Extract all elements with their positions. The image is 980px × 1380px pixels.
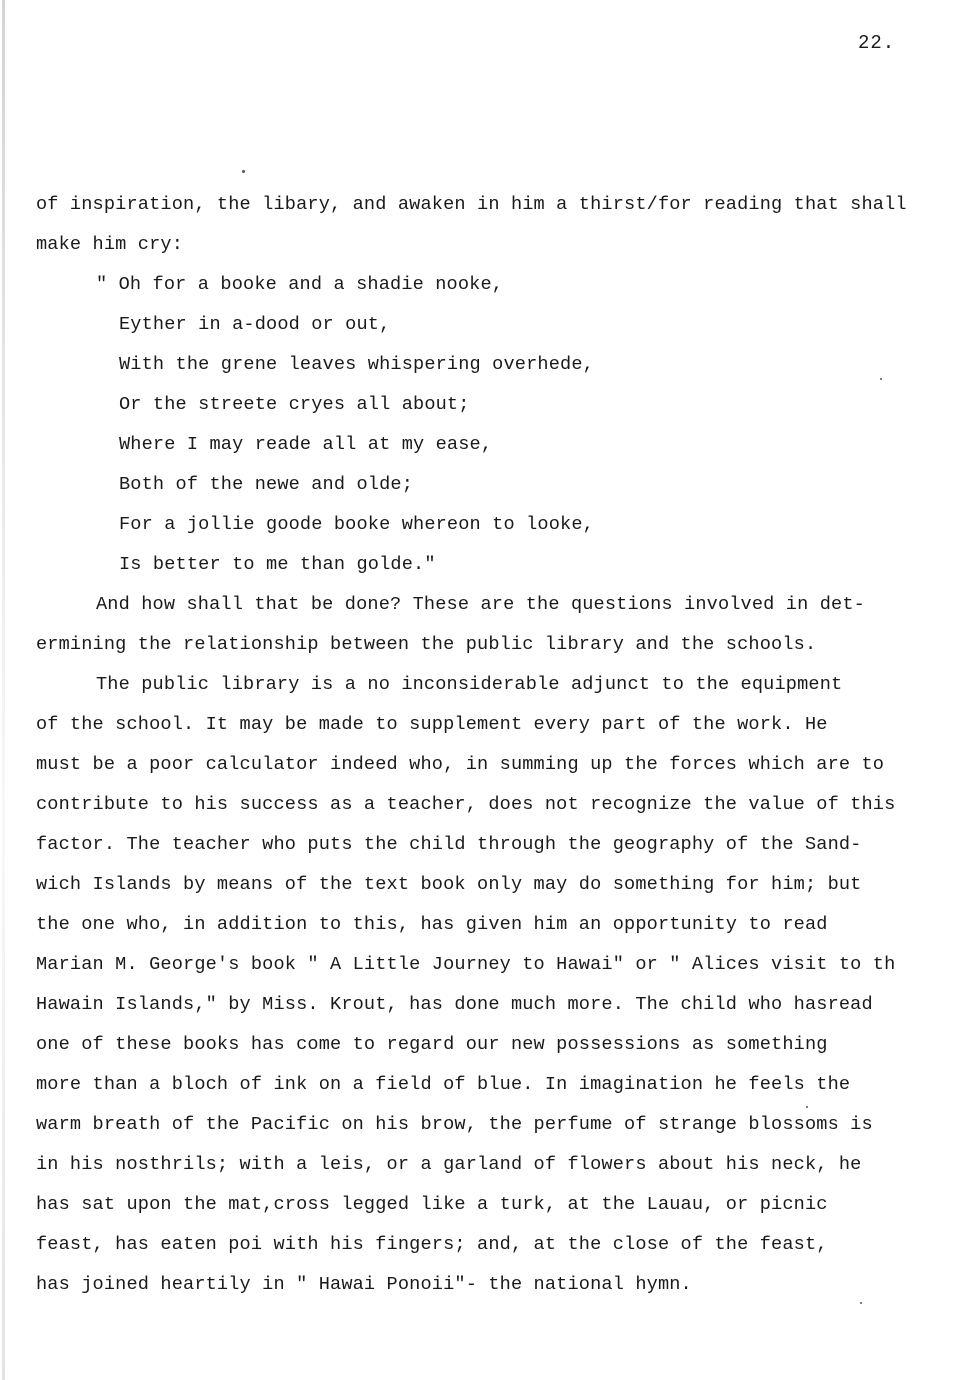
text-line: feast, has eaten poi with his fingers; and, at the close of the feast, [36, 1234, 828, 1255]
body-text [36, 189, 956, 1309]
scan-speck [880, 378, 882, 380]
text-line: one of these books has come to regard our new possessions as something [36, 1034, 828, 1055]
text-line: ermining the relationship between the public library and the schools. [36, 634, 817, 655]
text-line: contribute to his success as a teacher, does not recognize the value of this [36, 794, 896, 815]
poem-line: " Oh for a booke and a shadie nooke, [96, 274, 504, 295]
poem-line: Is better to me than golde." [119, 554, 436, 575]
text-line: make him cry: [36, 234, 184, 255]
poem-line: Eyther in a-dood or out, [119, 314, 391, 335]
text-line: has sat upon the mat,cross legged like a turk, at the Lauau, or picnic [36, 1194, 828, 1215]
scan-speck [806, 1106, 808, 1108]
scan-edge-shadow [2, 0, 5, 1380]
poem-line: Where I may reade all at my ease, [119, 434, 493, 455]
scan-speck [860, 1302, 862, 1304]
poem-line: Or the streete cryes all about; [119, 394, 470, 415]
text-line: warm breath of the Pacific on his brow, the perfume of strange blossoms is [36, 1114, 873, 1135]
text-line: factor. The teacher who puts the child through the geography of the Sand- [36, 834, 862, 855]
text-line: more than a bloch of ink on a field of blue. In imagination he feels the [36, 1074, 851, 1095]
text-line: Marian M. George's book " A Little Journey to Hawai" or " Alices visit to th [36, 954, 896, 975]
text-line: in his nosthrils; with a leis, or a garland of flowers about his neck, he [36, 1154, 862, 1175]
poem-line: With the grene leaves whispering overhede, [119, 354, 594, 375]
text-line: of the school. It may be made to supplement every part of the work. He [36, 714, 828, 735]
text-line: must be a poor calculator indeed who, in summing up the forces which are to [36, 754, 885, 775]
text-line: Hawain Islands," by Miss. Krout, has done much more. The child who hasread [36, 994, 873, 1015]
text-line: wich Islands by means of the text book only may do something for him; but [36, 874, 862, 895]
page-number: 22. [858, 32, 896, 54]
text-line: has joined heartily in " Hawai Ponoii"- the national hymn. [36, 1274, 692, 1295]
text-line: The public library is a no inconsiderable adjunct to the equipment [96, 674, 843, 695]
poem-line: Both of the newe and olde; [119, 474, 414, 495]
poem-line: For a jollie goode booke whereon to looke, [119, 514, 594, 535]
text-line: And how shall that be done? These are the questions involved in det- [96, 594, 865, 615]
text-line: the one who, in addition to this, has given him an opportunity to read [36, 914, 828, 935]
text-line: of inspiration, the libary, and awaken in him a thirst/for reading that shall [36, 194, 907, 215]
scan-speck [242, 170, 245, 173]
